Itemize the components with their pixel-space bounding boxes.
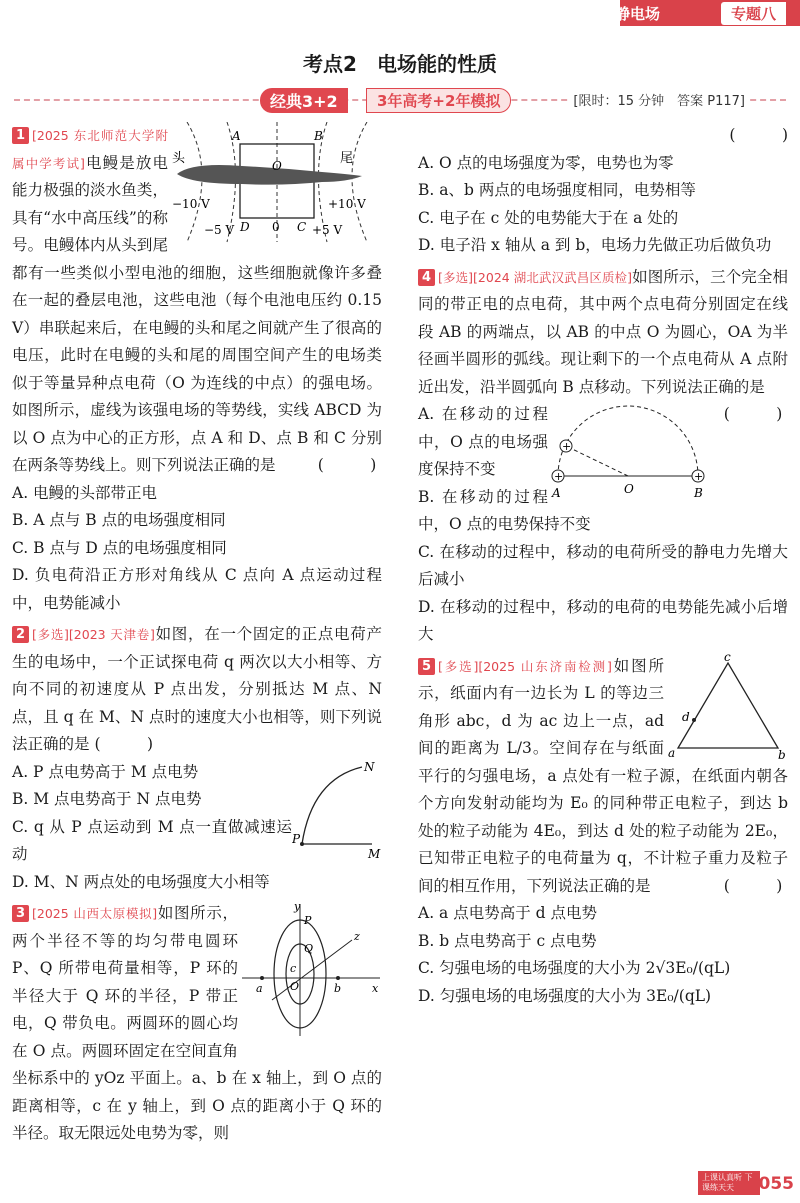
q2-option-d: D. M、N 两点处的电场强度大小相等: [12, 872, 270, 891]
q4-option-a: A. 在移动的过程中，O 点的电场强度保持不变: [418, 405, 548, 478]
q3-option-c: C. 电子在 c 处的电势能大于在 a 处的: [418, 208, 679, 227]
fig5-label-c: c: [724, 652, 731, 664]
q5-answer-bracket: ( ): [723, 876, 783, 895]
footer-slogan: 上课认真听 下课练天天: [698, 1171, 760, 1195]
fig1-label-tail: 尾: [340, 151, 354, 166]
fig1-label-m10: −10 V: [172, 197, 210, 211]
q3-answer-bracket: ( ): [729, 126, 788, 144]
fig2-label-n: N: [364, 759, 375, 774]
fig4-label-a: A: [552, 486, 561, 500]
fig1-label-head: 头: [172, 151, 186, 166]
q1-source: [2025 东北师范大学附属中学考试]: [12, 128, 168, 171]
q1-text: 电鳗是放电能力极强的淡水鱼类，具有“水中高压线”的称号。电鳗体内从头到尾都有一些类似小型电池的细胞，这些细胞就像许多叠在一起的叠层电池，这些电池（每个电池电压约 0.15 V）串联起来后，在电鳗的头和尾之间就产生了很高的电压，此时在电鳗的头和尾的周围空间产生的电场类似于等量异种点电荷（O 为连线的中点）的强电场。如图所示，虚线为该强电场的等势线，实线 ABCD 为以 O 点为中心的正方形，点 A 和 D、点 B 和 C 分别在两条等势线上。则下列说法正确的是: [12, 153, 382, 474]
q2-option-a: A. P 点电势高于 M 点电势: [12, 762, 199, 781]
question-3-options: [418, 122, 788, 260]
semicircle-figure: [548, 401, 718, 501]
q3-option-a: A. O 点的电场强度为零，电势也为零: [418, 153, 674, 172]
fig1-label-c: C: [297, 220, 307, 234]
q2-number: 2: [12, 626, 29, 643]
fig4-label-o: O: [624, 482, 634, 496]
fig3-label-q: Q: [304, 942, 314, 955]
fig5-label-d: d: [682, 709, 690, 724]
q5-option-a: A. a 点电势高于 d 点电势: [418, 904, 597, 922]
page-number: 055: [758, 1174, 794, 1194]
triangle-figure: [668, 653, 788, 763]
fig3-label-c: c: [290, 962, 297, 975]
section-title: 考点2 电场能的性质: [303, 52, 497, 76]
fig3-label-o: O: [290, 980, 300, 993]
fig3-label-b: b: [334, 982, 342, 995]
band-tag-classic: 经典3+2: [260, 88, 348, 113]
fig3-label-a: a: [256, 982, 263, 995]
fig5-label-a: a: [668, 745, 676, 760]
q2-answer-bracket: ( ): [94, 735, 154, 753]
q3-text: 如图所示，两个半径不等的均匀带电圆环 P、Q 所带电荷量相等，P 环的半径大于 Q 环的半径，P 带正电，Q 带负电。两圆环的圆心均在 O 点。两圆环固定在空间直角坐标系中的 yOz 平面上。a、b 在 x 轴上，到 O 点的距离相等，c 在 y 轴上，到 O 点的距离小于 Q 环的半径。取无限远处电势为零，则: [12, 904, 382, 1142]
left-column: [12, 122, 382, 1148]
q2-text: 如图，在一个固定的正点电荷产生的电场中，一个正试探电荷 q 两次以大小相等、方向不同的初速度从 P 点出发，分别抵达 M 点、N 点，且 q 在 M、N 点时的速度大小也相等，则下列说法正确的是: [12, 625, 382, 753]
q1-answer-bracket: ( ): [317, 456, 377, 474]
q5-text: 如图所示，纸面内有一边长为 L 的等边三角形 abc，d 为 ac 边上一点，ad 间的距离为 L/3。空间存在与纸面平行的匀强电场，a 点处有一粒子源，在纸面内朝各个方向发射动能均为 E₀ 的同种带正电粒子，到达 b 处的粒子动能为 4E₀，到达 d 处的粒子动能为 2E₀，已知带正电粒子的电荷量为 q，不计粒子重力及粒子间的相互作用，下列说法正确的是: [418, 656, 788, 895]
q2-option-b: B. M 点电势高于 N 点电势: [12, 790, 202, 808]
q4-option-b: B. 在移动的过程中，O 点的电势保持不变: [418, 487, 591, 533]
chapter-label: 静电场: [614, 5, 660, 23]
rings-figure: [242, 900, 382, 1040]
right-column: [418, 122, 788, 1010]
section-band: [14, 88, 786, 112]
q3-option-b: B. a、b 两点的电场强度相同，电势相等: [418, 181, 696, 199]
fig1-label-o: O: [272, 159, 282, 173]
eel-field-figure: [172, 122, 382, 247]
q3-option-d: D. 电子沿 x 轴从 a 到 b，电场力先做正功后做负功: [418, 236, 772, 254]
question-4: [418, 264, 788, 649]
q5-source: [多选][2025 山东济南检测]: [438, 658, 612, 674]
top-bar: [0, 0, 800, 30]
fig3-label-x: x: [372, 982, 379, 995]
q5-number: 5: [418, 658, 435, 675]
question-5: [418, 653, 788, 1011]
q3-number: 3: [12, 905, 29, 922]
question-3: [12, 900, 382, 1148]
fig4-plus-moving: +: [562, 440, 572, 453]
q3-source: [2025 山西太原模拟]: [32, 906, 158, 921]
q4-option-d: D. 在移动的过程中，移动的电荷的电势能先减小后增大: [418, 597, 788, 643]
q4-number: 4: [418, 269, 435, 286]
topic-label: 专题八: [721, 2, 786, 25]
fig4-plus-a: +: [554, 470, 564, 483]
fig5-label-b: b: [778, 747, 786, 762]
q2-source: [多选][2023 天津卷]: [32, 627, 155, 642]
q4-source: [多选][2024 湖北武汉武昌区质检]: [438, 269, 633, 285]
fig1-label-zero: 0: [272, 220, 280, 234]
fig3-label-p: P: [304, 914, 312, 927]
pmn-figure: [292, 759, 382, 859]
q4-stem: [418, 264, 788, 423]
band-time-info: [限时：15 分钟 答案 P117]: [568, 90, 750, 109]
q5-option-b: B. b 点电势高于 c 点电势: [418, 931, 597, 950]
question-1: [12, 122, 382, 617]
q4-option-c: C. 在移动的过程中，移动的电荷所受的静电力先增大后减小: [418, 542, 788, 588]
fig1-label-b: B: [314, 129, 323, 143]
q2-option-c: C. q 从 P 点运动到 M 点一直做减速运动: [12, 817, 292, 863]
fig1-label-a: A: [232, 129, 241, 143]
q1-option-d: D. 负电荷沿正方形对角线从 C 点向 A 点运动过程中，电势能减小: [12, 566, 382, 612]
q5-option-c: C. 匀强电场的电场强度的大小为 2√3E₀/(qL): [418, 959, 731, 977]
q4-text: 如图所示，三个完全相同的带正电的点电荷，其中两个点电荷分别固定在线段 AB 的两端点，以 AB 的中点 O 为圆心，OA 为半径画半圆形的弧线。现让剩下的一个点电荷从 A 点附近出发，沿半圆弧向 B 点移动。下列说法正确的是: [418, 267, 788, 396]
fig1-label-m5: −5 V: [204, 223, 235, 237]
q1-option-a: A. 电鳗的头部带正电: [12, 483, 158, 502]
page-footer: [660, 1163, 800, 1203]
q1-option-b: B. A 点与 B 点的电场强度相同: [12, 511, 226, 529]
band-tag-exam: 3年高考+2年模拟: [366, 88, 511, 113]
fig2-label-m: M: [368, 846, 381, 859]
q1-option-c: C. B 点与 D 点的电场强度相同: [12, 538, 227, 557]
fig1-label-p10: +10 V: [328, 197, 366, 211]
fig1-label-d: D: [240, 220, 250, 234]
question-2: [12, 621, 382, 896]
q1-number: 1: [12, 127, 29, 144]
fig3-label-z: z: [354, 930, 360, 943]
fig4-plus-b: +: [694, 470, 704, 483]
q5-option-d: D. 匀强电场的电场强度的大小为 3E₀/(qL): [418, 986, 712, 1005]
fig4-label-b: B: [694, 486, 703, 500]
q2-stem: [12, 621, 382, 759]
fig2-label-p: P: [292, 831, 301, 846]
fig3-label-y: y: [294, 900, 301, 913]
fig1-label-p5: +5 V: [312, 223, 343, 237]
q4-answer-bracket: ( ): [723, 405, 783, 423]
